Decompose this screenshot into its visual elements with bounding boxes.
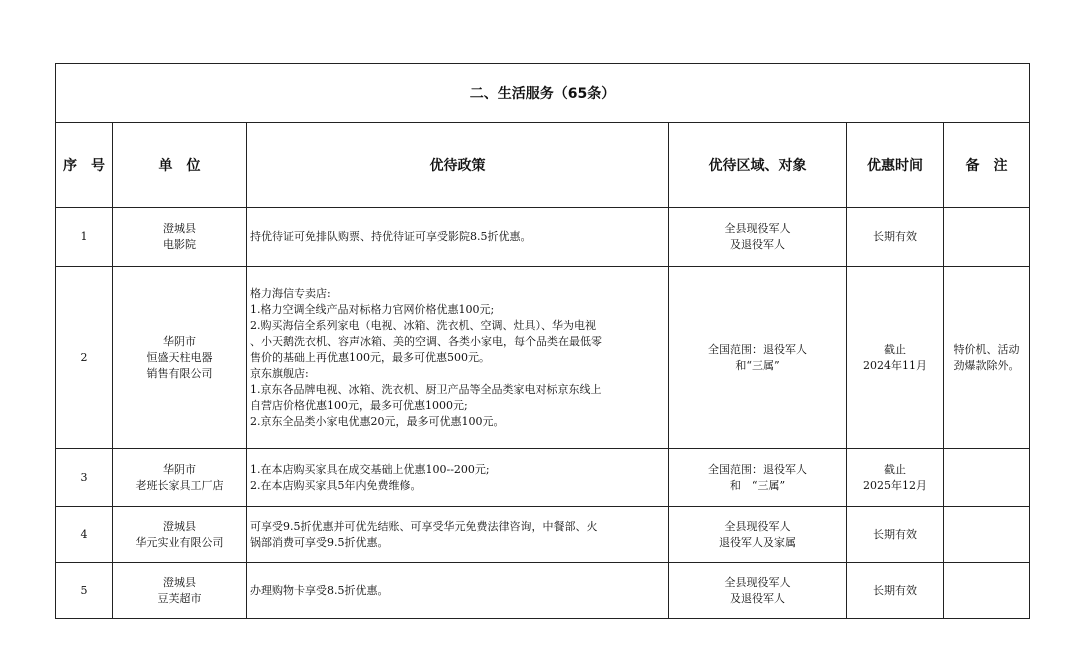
row-time	[847, 449, 944, 507]
row-remark	[944, 563, 1030, 619]
header-scope: 优待区域、对象	[669, 123, 847, 208]
scope-line: 全县现役军人	[724, 222, 791, 235]
row-policy	[247, 267, 669, 449]
policy-line: 、小天鹅洗衣机、容声冰箱、美的空调、各类小家电，每个品类在最低零	[250, 334, 602, 348]
row-policy	[247, 449, 669, 507]
unit-line: 澄城县	[163, 575, 196, 589]
time-line: 截止	[884, 342, 906, 356]
scope-line: 全国范围：退役军人	[708, 342, 807, 356]
remark-line: 特价机、活动	[953, 342, 1020, 356]
table-row	[56, 563, 1030, 619]
policy-line: 锅部消费可享受9.5折优惠。	[250, 535, 389, 549]
row-unit	[113, 267, 247, 449]
unit-line: 恒盛天柱电器	[146, 350, 213, 364]
policy-line: 格力海信专卖店:	[250, 286, 331, 300]
row-remark	[944, 208, 1030, 267]
policy-line: 京东旗舰店:	[250, 366, 309, 380]
policy-line: 售价的基础上再优惠100元，最多可优惠500元。	[250, 350, 490, 364]
header-remark: 备 注	[944, 123, 1030, 208]
unit-line: 豆芙超市	[157, 591, 202, 605]
row-scope	[669, 267, 847, 449]
row-time	[847, 267, 944, 449]
policy-line: 2.京东全品类小家电优惠20元，最多可优惠100元。	[250, 414, 505, 428]
row-policy	[247, 507, 669, 563]
remark-line: 劲爆款除外。	[953, 358, 1020, 372]
time-line: 长期有效	[873, 527, 917, 541]
scope-line: 及退役军人	[730, 238, 785, 251]
unit-line: 澄城县	[163, 222, 196, 235]
unit-line: 销售有限公司	[146, 366, 213, 380]
scope-line: 全县现役军人	[724, 519, 791, 533]
scope-line: 退役军人及家属	[719, 535, 796, 549]
policy-line: 2.在本店购买家具5年内免费维修。	[250, 478, 422, 492]
row-no: 1	[56, 208, 113, 267]
row-unit	[113, 563, 247, 619]
row-unit	[113, 507, 247, 563]
row-remark	[944, 267, 1030, 449]
time-line: 长期有效	[873, 230, 917, 243]
policy-line: 持优待证可免排队购票、持优待证可享受影院8.5折优惠。	[250, 230, 532, 243]
row-remark	[944, 449, 1030, 507]
policy-line: 1.在本店购买家具在成交基础上优惠100--200元;	[250, 462, 490, 476]
time-line: 2025年12月	[863, 478, 927, 492]
table-row	[56, 507, 1030, 563]
unit-line: 华阴市	[163, 334, 196, 348]
row-unit	[113, 449, 247, 507]
scope-line: 和 “三属”	[729, 478, 786, 492]
time-line: 2024年11月	[863, 358, 927, 372]
header-unit: 单 位	[113, 123, 247, 208]
scope-line: 全县现役军人	[724, 575, 791, 589]
row-no: 2	[56, 267, 113, 449]
row-remark	[944, 507, 1030, 563]
policy-line: 1.格力空调全线产品对标格力官网价格优惠100元;	[250, 302, 495, 316]
row-time	[847, 563, 944, 619]
row-policy	[247, 563, 669, 619]
policy-line: 可享受9.5折优惠并可优先结账、可享受华元免费法律咨询，中餐部、火	[250, 519, 598, 533]
table-row	[56, 208, 1030, 267]
policy-line: 办理购物卡享受8.5折优惠。	[250, 583, 389, 597]
table-title-row	[56, 64, 1030, 123]
unit-line: 电影院	[163, 238, 196, 251]
time-line: 截止	[884, 462, 906, 476]
row-scope	[669, 449, 847, 507]
header-time: 优惠时间	[847, 123, 944, 208]
row-time	[847, 507, 944, 563]
header-no: 序 号	[56, 123, 113, 208]
table-header-row	[56, 123, 1030, 208]
row-no: 5	[56, 563, 113, 619]
table-row	[56, 267, 1030, 449]
policy-line: 1.京东各品牌电视、冰箱、洗衣机、厨卫产品等全品类家电对标京东线上	[250, 382, 602, 396]
policy-line: 自营店价格优惠100元，最多可优惠1000元;	[250, 398, 468, 412]
unit-line: 老班长家具工厂店	[135, 478, 224, 492]
row-policy	[247, 208, 669, 267]
row-scope	[669, 208, 847, 267]
unit-line: 华元实业有限公司	[135, 535, 224, 549]
row-time	[847, 208, 944, 267]
header-policy: 优待政策	[247, 123, 669, 208]
row-scope	[669, 563, 847, 619]
benefits-table	[55, 63, 1030, 619]
row-no: 4	[56, 507, 113, 563]
table-title: 二、生活服务（65条）	[56, 64, 1030, 123]
policy-line: 2.购买海信全系列家电（电视、冰箱、洗衣机、空调、灶具）、华为电视	[250, 318, 596, 332]
row-scope	[669, 507, 847, 563]
unit-line: 华阴市	[163, 462, 196, 476]
unit-line: 澄城县	[163, 519, 196, 533]
scope-line: 及退役军人	[730, 591, 785, 605]
table-row	[56, 449, 1030, 507]
scope-line: 和“三属”	[735, 358, 780, 372]
row-no: 3	[56, 449, 113, 507]
row-unit	[113, 208, 247, 267]
scope-line: 全国范围：退役军人	[708, 462, 807, 476]
time-line: 长期有效	[873, 583, 917, 597]
